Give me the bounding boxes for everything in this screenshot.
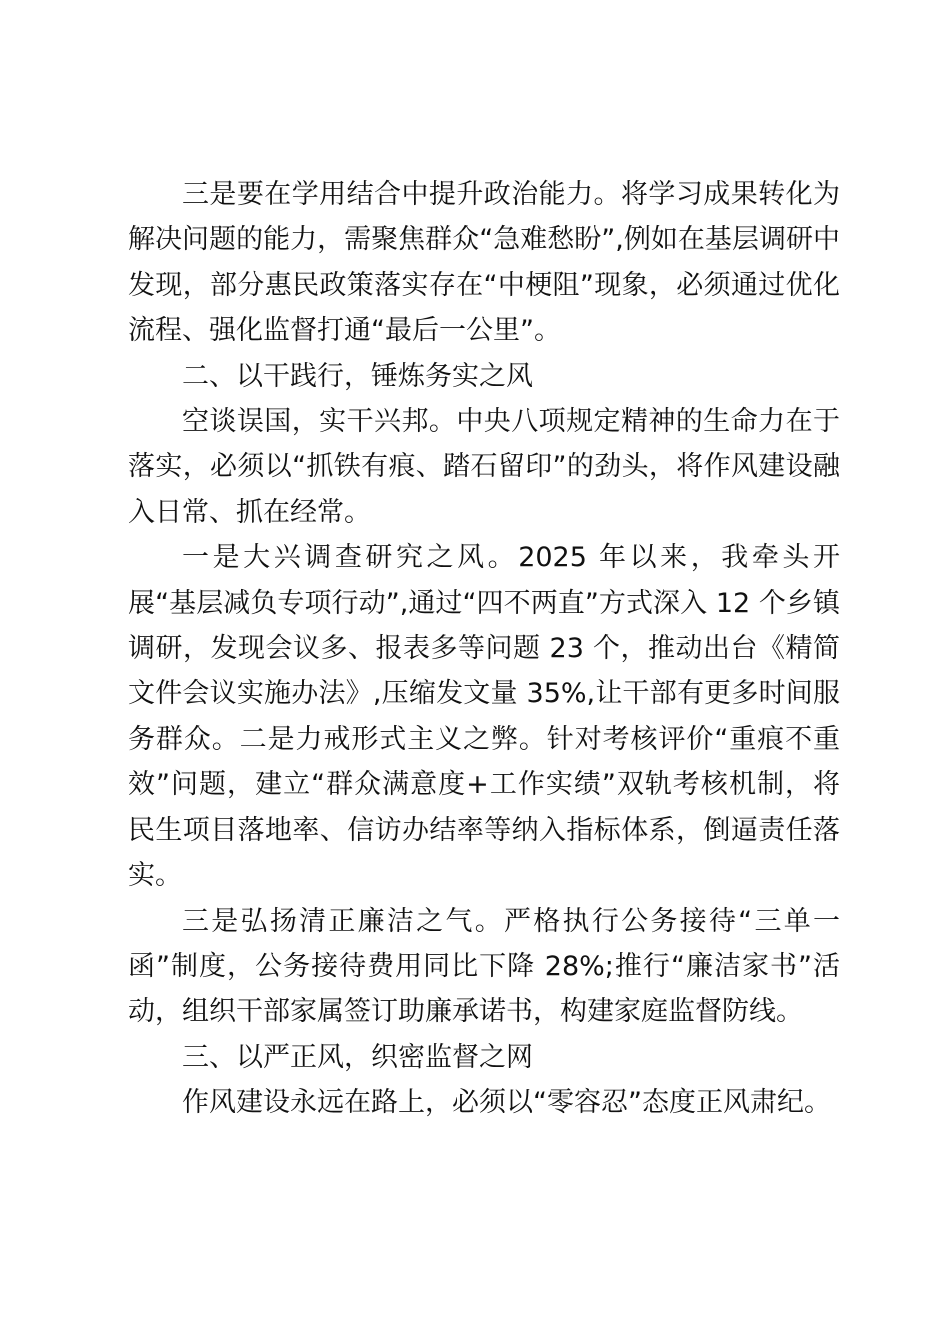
paragraph-investigation-research: 一是大兴调查研究之风。2025 年以来，我牵头开展“基层减负专项行动”,通过“四不两直”方式深入 12 个乡镇调研，发现会议多、报表多等问题 23 个，推动出台《精简文件会议实施办法》,压缩发文量 35%,让干部有更多时间服务群众。二是力戒形式主义之弊。针对考核评价“重痕不重效”问题，建立“群众满意度+工作实绩”双轨考核机制，将民生项目落地率、信访办结率等纳入指标体系，倒逼责任落实。 — [128, 542, 840, 892]
section-heading-3: 三、以严正风，织密监督之网 — [182, 1041, 533, 1073]
document-body — [128, 172, 840, 1126]
section-heading-2: 二、以干践行，锤炼务实之风 — [182, 360, 533, 392]
paragraph-zero-tolerance: 作风建设永远在路上，必须以“零容忍”态度正风肃纪。 — [182, 1087, 831, 1119]
paragraph-practical-action: 空谈误国，实干兴邦。中央八项规定精神的生命力在于落实，必须以“抓铁有痕、踏石留印”的劲头，将作风建设融入日常、抓在经常。 — [128, 406, 840, 528]
paragraph-political-ability: 三是要在学用结合中提升政治能力。将学习成果转化为解决问题的能力，需聚焦群众“急难愁盼”,例如在基层调研中发现，部分惠民政策落实存在“中梗阻”现象，必须通过优化流程、强化监督打通“最后一公里”。 — [128, 179, 840, 347]
paragraph-integrity: 三是弘扬清正廉洁之气。严格执行公务接待“三单一函”制度，公务接待费用同比下降 28%;推行“廉洁家书”活动，组织干部家属签订助廉承诺书，构建家庭监督防线。 — [128, 905, 840, 1028]
